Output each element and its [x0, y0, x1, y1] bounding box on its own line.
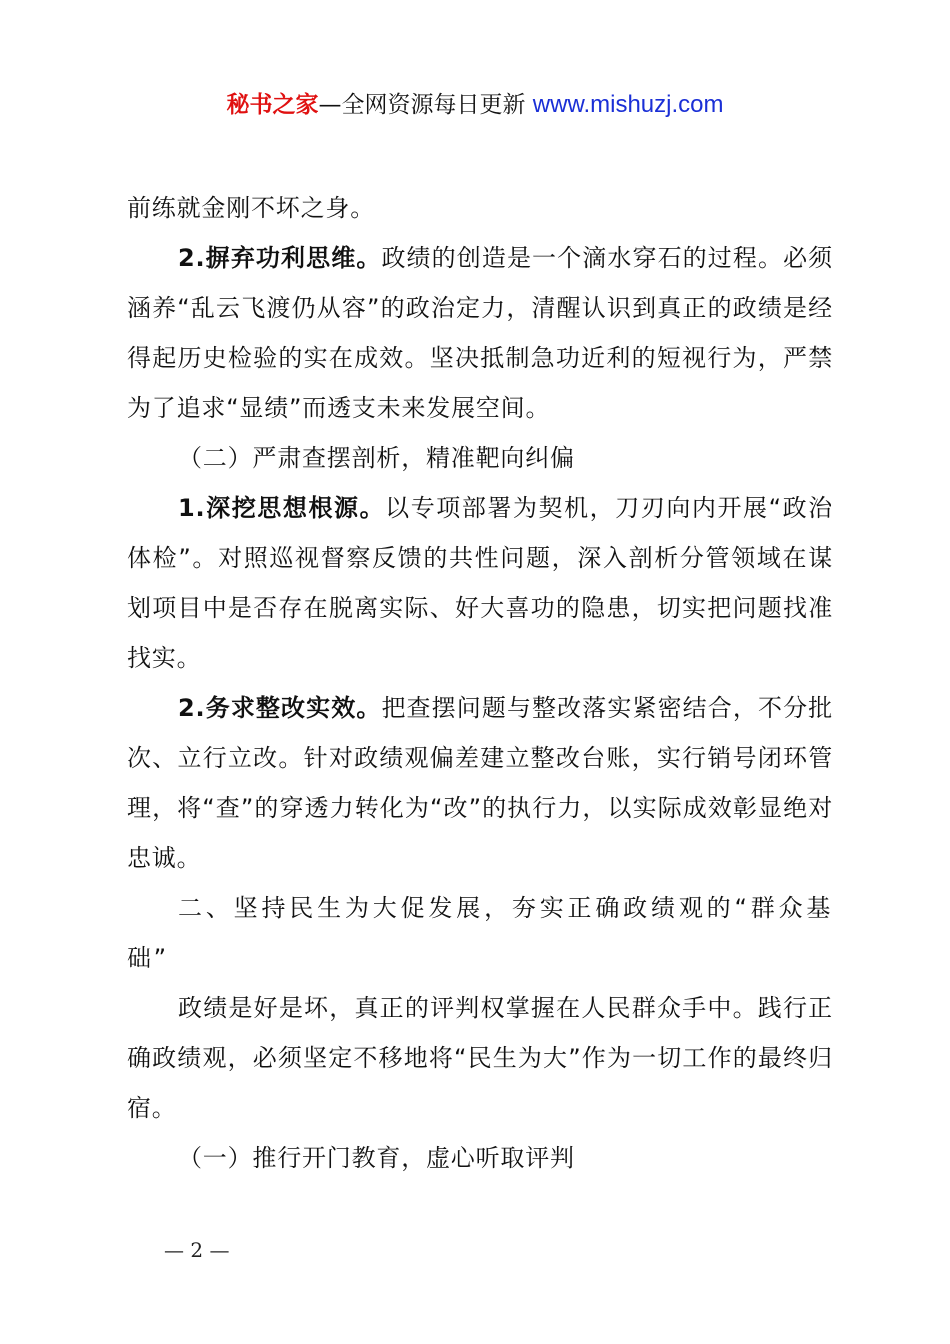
subsection-heading: （一）推行开门教育，虚心听取评判 [178, 1144, 575, 1172]
paragraph-text: 以专项部署为契机，刀刃向内开展“政治体检”。对照巡视督察反馈的共性问题，深入剖析分管领域在谋划项目中是否存在脱离实际、好大喜功的隐患，切实把问题找准找实。 [127, 494, 833, 672]
site-url[interactable]: www.mishuzj.com [532, 91, 724, 118]
paragraph-people-judge: 政绩是好是坏，真正的评判权掌握在人民群众手中。践行正确政绩观，必须坚定不移地将“民生为大”作为一切工作的最终归宿。 [127, 994, 833, 1122]
paragraph-text: 把查摆问题与整改落实紧密结合，不分批次、立行立改。针对政绩观偏差建立整改台账，实行销号闭环管理，将“查”的穿透力转化为“改”的执行力，以实际成效彰显绝对忠诚。 [127, 694, 833, 872]
section-heading: 二、坚持民生为大促发展，夯实正确政绩观的“群众基础” [127, 894, 833, 972]
site-brand: 秘书之家 [226, 92, 319, 118]
document-body [127, 183, 833, 1183]
paragraph-dig-roots [127, 483, 833, 683]
paragraph-abandon-utilitarian [127, 233, 833, 433]
site-banner [0, 88, 950, 122]
paragraph-lead: 2.摒弃功利思维。 [178, 244, 382, 272]
paragraph-text: 政绩的创造是一个滴水穿石的过程。必须涵养“乱云飞渡仍从容”的政治定力，清醒认识到真正的政绩是经得起历史检验的实在成效。坚决抵制急功近利的短视行为，严禁为了追求“显绩”而透支未来发展空间。 [127, 244, 833, 422]
page-number: — 2 — [164, 1238, 230, 1262]
paragraph-rectification [127, 683, 833, 883]
paragraph-continuation: 前练就金刚不坏之身。 [127, 194, 375, 222]
paragraph-lead: 2.务求整改实效。 [178, 694, 382, 722]
paragraph-lead: 1.深挖思想根源。 [178, 494, 386, 522]
site-tagline: —全网资源每日更新 [318, 92, 533, 118]
subsection-heading: （二）严肃查摆剖析，精准靶向纠偏 [178, 444, 575, 472]
